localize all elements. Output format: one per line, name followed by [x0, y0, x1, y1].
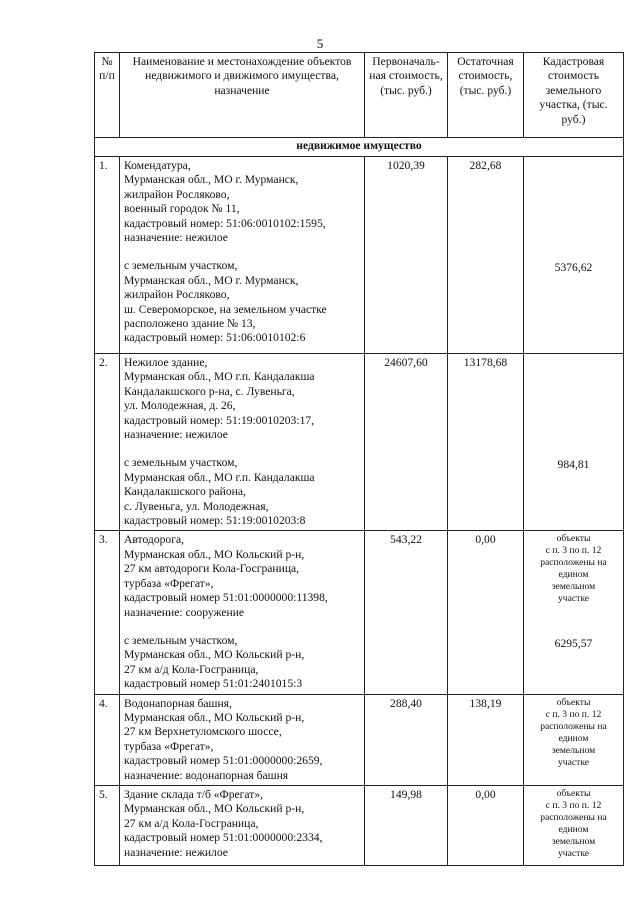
cadastral-value: 5376,62 [554, 261, 593, 274]
residual-cost: 138,19 [448, 694, 524, 785]
cadastral-cell [524, 531, 624, 694]
table-header-row [95, 53, 624, 138]
cadastral-note: объекты с п. 3 по п. 12 расположены на едином земельном участке [540, 787, 607, 859]
table-row [95, 785, 624, 865]
object-description: Автодорога, Мурманская обл., МО Кольский р-н, 27 км автодороги Кола-Госграница, турбаза «Фрегат», кадастровый номер 51:01:0000000:11398, назначение: сооружение [124, 533, 328, 619]
cadastral-value: 6295,57 [554, 637, 593, 651]
page-number: 5 [316, 36, 324, 51]
section-row [95, 138, 624, 157]
cadastral-cell [524, 354, 624, 531]
table-row [95, 531, 624, 694]
cadastral-cell [524, 785, 624, 865]
header-name: Наименование и местонахождение объектов недвижимого и движимого имущества, назначение [120, 53, 365, 138]
row-number: 1. [95, 157, 120, 354]
land-description: с земельным участком, Мурманская обл., МО Кольский р-н, 27 км а/д Кола-Госграница, кадастровый номер 51:01:2401015:3 [124, 633, 305, 691]
row-description [120, 785, 365, 865]
land-description: с земельным участком, Мурманская обл., МО г. Мурманск, жилрайон Росляково, ш. Североморское, на земельном участке расположено здание № 13, кадастровый номер: 51:06:0010102:6 [124, 259, 327, 345]
row-number: 4. [95, 694, 120, 785]
object-description: Комендатура, Мурманская обл., МО г. Мурманск, жилрайон Росляково, военный городок № 11, кадастровый номер: 51:06:0010102:1595, назначение: нежилое [124, 159, 326, 245]
residual-cost: 282,68 [448, 157, 524, 354]
initial-cost: 288,40 [365, 694, 448, 785]
row-number: 5. [95, 785, 120, 865]
cadastral-cell [524, 157, 624, 354]
initial-cost: 24607,60 [365, 354, 448, 531]
row-number: 2. [95, 354, 120, 531]
cadastral-value: 984,81 [557, 458, 590, 471]
object-description: Водонапорная башня, Мурманская обл., МО Кольский р-н, 27 км Верхнетуломского шоссе, турбаза «Фрегат», кадастровый номер 51:01:0000000:2659, назначение: водонапорная башня [124, 696, 323, 782]
cadastral-cell [524, 694, 624, 785]
object-description: Здание склада т/б «Фрегат», Мурманская обл., МО Кольский р-н, 27 км а/д Кола-Госграница, кадастровый номер 51:01:0000000:2334, назначение: нежилое [124, 787, 323, 859]
cadastral-note: объекты с п. 3 по п. 12 расположены на едином земельном участке [540, 533, 607, 605]
table-row [95, 157, 624, 354]
land-description: с земельным участком, Мурманская обл., МО г.п. Кандалакша Кандалакшского района, с. Лувеньга, ул. Молодежная, кадастровый номер: 51:19:0010203:8 [124, 456, 315, 528]
residual-cost: 13178,68 [448, 354, 524, 531]
row-description [120, 694, 365, 785]
property-table [94, 52, 624, 866]
header-cadastral-cost: Кадастровая стоимость земельного участка, (тыс. руб.) [524, 53, 624, 138]
table-row [95, 354, 624, 531]
residual-cost: 0,00 [448, 531, 524, 694]
initial-cost: 543,22 [365, 531, 448, 694]
object-description: Нежилое здание, Мурманская обл., МО г.п. Кандалакша Кандалакшского р-на, с. Лувеньга, ул. Молодежная, д. 26, кадастровый номер: 51:19:0010203:17, назначение: нежилое [124, 356, 315, 442]
table-row [95, 694, 624, 785]
row-description [120, 531, 365, 694]
row-number: 3. [95, 531, 120, 694]
row-description [120, 157, 365, 354]
residual-cost: 0,00 [448, 785, 524, 865]
header-num: № п/п [95, 53, 120, 138]
initial-cost: 149,98 [365, 785, 448, 865]
row-description [120, 354, 365, 531]
initial-cost: 1020,39 [365, 157, 448, 354]
header-initial-cost: Первоначаль-ная стоимость, (тыс. руб.) [365, 53, 448, 138]
header-residual-cost: Остаточная стоимость, (тыс. руб.) [448, 53, 524, 138]
section-title: недвижимое имущество [95, 138, 624, 157]
cadastral-note: объекты с п. 3 по п. 12 расположены на едином земельном участке [540, 696, 607, 768]
